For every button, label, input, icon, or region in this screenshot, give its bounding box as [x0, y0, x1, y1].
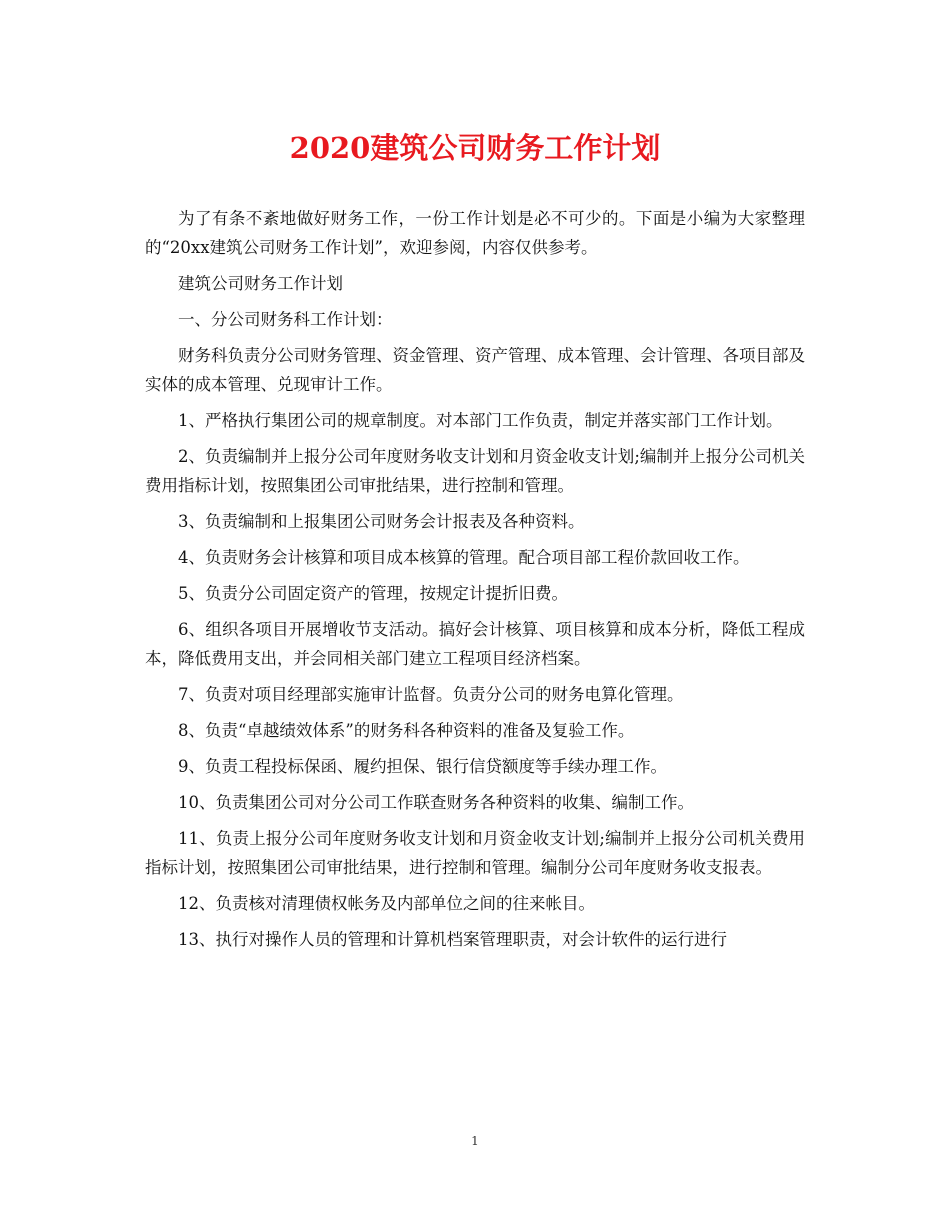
paragraph-responsibilities: 财务科负责分公司财务管理、资金管理、资产管理、成本管理、会计管理、各项目部及实体的成本管理、兑现审计工作。 [145, 346, 805, 394]
paragraph-item-11: 11、负责上报分公司年度财务收支计划和月资金收支计划;编制并上报分公司机关费用指标计划，按照集团公司审批结果，进行控制和管理。编制分公司年度财务收支报表。 [145, 829, 805, 877]
paragraph-item-7: 7、负责对项目经理部实施审计监督。负责分公司的财务电算化管理。 [178, 685, 684, 704]
paragraph-item-9: 9、负责工程投标保函、履约担保、银行信贷额度等手续办理工作。 [178, 757, 667, 776]
paragraph-section-heading: 一、分公司财务科工作计划： [178, 310, 393, 329]
paragraph-subtitle: 建筑公司财务工作计划 [178, 274, 343, 293]
paragraph-item-10: 10、负责集团公司对分公司工作联查财务各种资料的收集、编制工作。 [178, 793, 694, 812]
paragraph-intro: 为了有条不紊地做好财务工作，一份工作计划是必不可少的。下面是小编为大家整理的“20xx建筑公司财务工作计划”，欢迎参阅，内容仅供参考。 [145, 209, 805, 257]
paragraph-item-2: 2、负责编制并上报分公司年度财务收支计划和月资金收支计划;编制并上报分公司机关费用指标计划，按照集团公司审批结果，进行控制和管理。 [145, 447, 805, 495]
paragraph-item-6: 6、组织各项目开展增收节支活动。搞好会计核算、项目核算和成本分析，降低工程成本，降低费用支出，并会同相关部门建立工程项目经济档案。 [145, 620, 805, 668]
paragraph-item-12: 12、负责核对清理债权帐务及内部单位之间的往来帐目。 [178, 894, 595, 913]
document-body [145, 204, 805, 961]
paragraph-item-4: 4、负责财务会计核算和项目成本核算的管理。配合项目部工程价款回收工作。 [178, 548, 750, 567]
paragraph-item-13: 13、执行对操作人员的管理和计算机档案管理职责，对会计软件的运行进行 [178, 930, 727, 949]
page-number: 1 [471, 1134, 479, 1148]
paragraph-item-5: 5、负责分公司固定资产的管理，按规定计提折旧费。 [178, 584, 568, 603]
document-title: 2020建筑公司财务工作计划 [289, 131, 661, 165]
paragraph-item-1: 1、严格执行集团公司的规章制度。对本部门工作负责，制定并落实部门工作计划。 [178, 411, 783, 430]
paragraph-item-3: 3、负责编制和上报集团公司财务会计报表及各种资料。 [178, 512, 585, 531]
paragraph-item-8: 8、负责“卓越绩效体系”的财务科各种资料的准备及复验工作。 [178, 721, 635, 740]
